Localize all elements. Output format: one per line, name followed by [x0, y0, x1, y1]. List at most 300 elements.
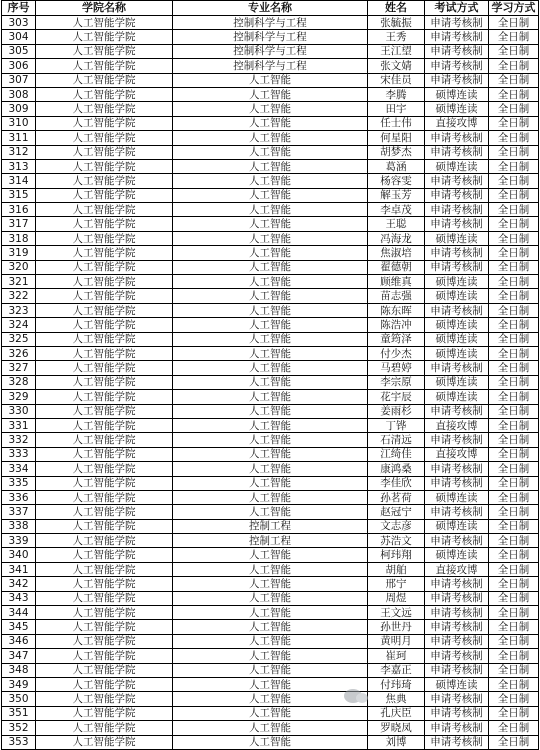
table-row: [2, 606, 539, 620]
study-mode-cell: 全日制: [489, 375, 539, 389]
study-mode-cell: 全日制: [489, 534, 539, 548]
student-name-cell: 孔庆臣: [368, 706, 425, 720]
serial-no-cell: 306: [2, 59, 36, 73]
school-name-cell: 人工智能学院: [36, 59, 173, 73]
major-name-cell: 人工智能: [173, 649, 368, 663]
exam-method-cell: 申请考核制: [425, 577, 489, 591]
school-name-cell: 人工智能学院: [36, 30, 173, 44]
study-mode-cell: 全日制: [489, 390, 539, 404]
serial-no-cell: 336: [2, 490, 36, 504]
study-mode-cell: 全日制: [489, 102, 539, 116]
table-row: [2, 102, 539, 116]
table-row: [2, 246, 539, 260]
study-mode-cell: 全日制: [489, 203, 539, 217]
major-name-cell: 控制科学与工程: [173, 30, 368, 44]
study-mode-cell: 全日制: [489, 361, 539, 375]
major-name-cell: 人工智能: [173, 217, 368, 231]
exam-method-cell: 申请考核制: [425, 145, 489, 159]
major-name-cell: 人工智能: [173, 174, 368, 188]
major-name-cell: 人工智能: [173, 692, 368, 706]
table-row: [2, 735, 539, 749]
school-name-cell: 人工智能学院: [36, 260, 173, 274]
school-name-cell: 人工智能学院: [36, 692, 173, 706]
major-name-cell: 人工智能: [173, 375, 368, 389]
table-row: [2, 73, 539, 87]
study-mode-cell: 全日制: [489, 677, 539, 691]
major-name-cell: 人工智能: [173, 490, 368, 504]
serial-no-cell: 351: [2, 706, 36, 720]
school-name-cell: 人工智能学院: [36, 620, 173, 634]
table-row: [2, 390, 539, 404]
school-name-cell: 人工智能学院: [36, 246, 173, 260]
exam-method-cell: 申请考核制: [425, 174, 489, 188]
exam-method-cell: 硕博连读: [425, 490, 489, 504]
exam-method-cell: 直接攻博: [425, 418, 489, 432]
student-name-cell: 王聪: [368, 217, 425, 231]
study-mode-cell: 全日制: [489, 188, 539, 202]
study-mode-cell: 全日制: [489, 433, 539, 447]
student-name-cell: 姜雨杉: [368, 404, 425, 418]
serial-no-cell: 322: [2, 289, 36, 303]
student-name-cell: 顾维真: [368, 275, 425, 289]
serial-no-cell: 305: [2, 44, 36, 58]
table-row: [2, 663, 539, 677]
study-mode-cell: 全日制: [489, 217, 539, 231]
table-row: [2, 462, 539, 476]
student-name-cell: 李嘉正: [368, 663, 425, 677]
table-row: [2, 289, 539, 303]
school-name-cell: 人工智能学院: [36, 375, 173, 389]
study-mode-cell: 全日制: [489, 174, 539, 188]
serial-no-cell: 350: [2, 692, 36, 706]
table-row: [2, 505, 539, 519]
study-mode-cell: 全日制: [489, 447, 539, 461]
school-name-cell: 人工智能学院: [36, 591, 173, 605]
serial-no-cell: 353: [2, 735, 36, 749]
serial-no-cell: 312: [2, 145, 36, 159]
study-mode-cell: 全日制: [489, 663, 539, 677]
serial-no-cell: 316: [2, 203, 36, 217]
serial-no-cell: 352: [2, 721, 36, 735]
school-name-cell: 人工智能学院: [36, 102, 173, 116]
student-name-cell: 翟德朝: [368, 260, 425, 274]
study-mode-cell: 全日制: [489, 116, 539, 130]
major-name-cell: 人工智能: [173, 433, 368, 447]
student-name-cell: 陈东晖: [368, 303, 425, 317]
major-name-cell: 人工智能: [173, 634, 368, 648]
student-name-cell: 李卓茂: [368, 203, 425, 217]
serial-no-cell: 304: [2, 30, 36, 44]
serial-no-cell: 318: [2, 231, 36, 245]
serial-no-cell: 331: [2, 418, 36, 432]
table-row: [2, 548, 539, 562]
school-name-cell: 人工智能学院: [36, 231, 173, 245]
school-name-cell: 人工智能学院: [36, 649, 173, 663]
major-name-cell: 人工智能: [173, 145, 368, 159]
study-mode-cell: 全日制: [489, 332, 539, 346]
table-row: [2, 649, 539, 663]
major-name-cell: 人工智能: [173, 677, 368, 691]
school-name-cell: 人工智能学院: [36, 447, 173, 461]
student-name-cell: 周煜: [368, 591, 425, 605]
student-name-cell: 田宇: [368, 102, 425, 116]
table-row: [2, 131, 539, 145]
serial-no-cell: 338: [2, 519, 36, 533]
serial-no-cell: 349: [2, 677, 36, 691]
exam-method-cell: 硕博连读: [425, 346, 489, 360]
exam-method-cell: 申请考核制: [425, 73, 489, 87]
major-name-cell: 人工智能: [173, 318, 368, 332]
table-row: [2, 174, 539, 188]
serial-no-cell: 346: [2, 634, 36, 648]
serial-no-cell: 335: [2, 476, 36, 490]
exam-method-cell: 申请考核制: [425, 462, 489, 476]
study-mode-cell: 全日制: [489, 289, 539, 303]
school-name-cell: 人工智能学院: [36, 16, 173, 30]
exam-method-cell: 申请考核制: [425, 706, 489, 720]
student-name-cell: 孙世丹: [368, 620, 425, 634]
school-name-cell: 人工智能学院: [36, 519, 173, 533]
major-name-cell: 控制科学与工程: [173, 44, 368, 58]
exam-method-cell: 申请考核制: [425, 260, 489, 274]
table-row: [2, 677, 539, 691]
table-row: [2, 721, 539, 735]
exam-method-cell: 硕博连读: [425, 375, 489, 389]
school-name-cell: 人工智能学院: [36, 390, 173, 404]
student-name-cell: 康鸿桑: [368, 462, 425, 476]
study-mode-cell: 全日制: [489, 231, 539, 245]
table-row: [2, 519, 539, 533]
exam-method-cell: 硕博连读: [425, 102, 489, 116]
student-name-cell: 马碧婷: [368, 361, 425, 375]
serial-no-cell: 333: [2, 447, 36, 461]
major-name-cell: 人工智能: [173, 663, 368, 677]
student-name-cell: 柯玮翔: [368, 548, 425, 562]
table-row: [2, 706, 539, 720]
school-name-cell: 人工智能学院: [36, 663, 173, 677]
school-name-cell: 人工智能学院: [36, 562, 173, 576]
table-row: [2, 231, 539, 245]
major-name-cell: 人工智能: [173, 620, 368, 634]
table-row: [2, 692, 539, 706]
student-name-cell: 罗晓凤: [368, 721, 425, 735]
study-mode-cell: 全日制: [489, 44, 539, 58]
table-row: [2, 87, 539, 101]
student-name-cell: 焦淑培: [368, 246, 425, 260]
school-name-cell: 人工智能学院: [36, 361, 173, 375]
study-mode-cell: 全日制: [489, 318, 539, 332]
major-name-cell: 人工智能: [173, 332, 368, 346]
student-name-cell: 解玉芳: [368, 188, 425, 202]
serial-no-cell: 323: [2, 303, 36, 317]
school-name-cell: 人工智能学院: [36, 174, 173, 188]
serial-no-cell: 334: [2, 462, 36, 476]
school-name-cell: 人工智能学院: [36, 433, 173, 447]
serial-no-cell: 343: [2, 591, 36, 605]
student-name-cell: 苗志强: [368, 289, 425, 303]
serial-no-cell: 320: [2, 260, 36, 274]
school-name-cell: 人工智能学院: [36, 462, 173, 476]
exam-method-cell: 申请考核制: [425, 735, 489, 749]
table-row: [2, 16, 539, 30]
study-mode-cell: 全日制: [489, 145, 539, 159]
study-mode-cell: 全日制: [489, 735, 539, 749]
student-name-cell: 陈浩冲: [368, 318, 425, 332]
exam-method-cell: 申请考核制: [425, 606, 489, 620]
major-name-cell: 人工智能: [173, 188, 368, 202]
study-mode-cell: 全日制: [489, 73, 539, 87]
school-name-cell: 人工智能学院: [36, 548, 173, 562]
school-name-cell: 人工智能学院: [36, 476, 173, 490]
exam-method-cell: 申请考核制: [425, 620, 489, 634]
serial-no-cell: 339: [2, 534, 36, 548]
school-name-cell: 人工智能学院: [36, 505, 173, 519]
school-name-cell: 人工智能学院: [36, 303, 173, 317]
major-name-cell: 人工智能: [173, 562, 368, 576]
table-row: [2, 44, 539, 58]
exam-method-cell: 申请考核制: [425, 591, 489, 605]
exam-method-cell: 申请考核制: [425, 634, 489, 648]
school-name-cell: 人工智能学院: [36, 159, 173, 173]
table-row: [2, 634, 539, 648]
table-row: [2, 476, 539, 490]
school-name-cell: 人工智能学院: [36, 677, 173, 691]
table-row: [2, 591, 539, 605]
serial-no-cell: 309: [2, 102, 36, 116]
study-mode-cell: 全日制: [489, 159, 539, 173]
student-name-cell: 杨容雯: [368, 174, 425, 188]
exam-method-cell: 申请考核制: [425, 188, 489, 202]
school-name-cell: 人工智能学院: [36, 490, 173, 504]
table-row: [2, 30, 539, 44]
school-name-cell: 人工智能学院: [36, 87, 173, 101]
table-row: [2, 260, 539, 274]
serial-no-cell: 344: [2, 606, 36, 620]
major-name-cell: 人工智能: [173, 462, 368, 476]
study-mode-cell: 全日制: [489, 16, 539, 30]
school-name-cell: 人工智能学院: [36, 721, 173, 735]
exam-method-cell: 硕博连读: [425, 275, 489, 289]
major-name-cell: 人工智能: [173, 159, 368, 173]
major-name-cell: 人工智能: [173, 260, 368, 274]
school-name-cell: 人工智能学院: [36, 577, 173, 591]
header-school-name: 学院名称: [36, 1, 173, 16]
exam-method-cell: 直接攻博: [425, 562, 489, 576]
serial-no-cell: 326: [2, 346, 36, 360]
exam-method-cell: 硕博连读: [425, 289, 489, 303]
major-name-cell: 人工智能: [173, 390, 368, 404]
serial-no-cell: 303: [2, 16, 36, 30]
exam-method-cell: 硕博连读: [425, 677, 489, 691]
study-mode-cell: 全日制: [489, 692, 539, 706]
header-serial-no: 序号: [2, 1, 36, 16]
major-name-cell: 人工智能: [173, 303, 368, 317]
serial-no-cell: 307: [2, 73, 36, 87]
table-row: [2, 490, 539, 504]
school-name-cell: 人工智能学院: [36, 275, 173, 289]
study-mode-cell: 全日制: [489, 634, 539, 648]
major-name-cell: 人工智能: [173, 404, 368, 418]
table-row: [2, 303, 539, 317]
exam-method-cell: 直接攻博: [425, 116, 489, 130]
student-name-cell: 胡舶: [368, 562, 425, 576]
student-name-cell: 丁铧: [368, 418, 425, 432]
serial-no-cell: 321: [2, 275, 36, 289]
header-exam-method: 考试方式: [425, 1, 489, 16]
table-row: [2, 577, 539, 591]
major-name-cell: 控制科学与工程: [173, 16, 368, 30]
study-mode-cell: 全日制: [489, 476, 539, 490]
major-name-cell: 人工智能: [173, 505, 368, 519]
student-name-cell: 崔珂: [368, 649, 425, 663]
major-name-cell: 人工智能: [173, 275, 368, 289]
major-name-cell: 人工智能: [173, 706, 368, 720]
table-row: [2, 203, 539, 217]
exam-method-cell: 申请考核制: [425, 534, 489, 548]
student-name-cell: 李佳欣: [368, 476, 425, 490]
school-name-cell: 人工智能学院: [36, 73, 173, 87]
table-row: [2, 418, 539, 432]
exam-method-cell: 申请考核制: [425, 303, 489, 317]
major-name-cell: 人工智能: [173, 246, 368, 260]
student-name-cell: 苏浩文: [368, 534, 425, 548]
school-name-cell: 人工智能学院: [36, 404, 173, 418]
student-name-cell: 任士伟: [368, 116, 425, 130]
serial-no-cell: 347: [2, 649, 36, 663]
exam-method-cell: 申请考核制: [425, 505, 489, 519]
exam-method-cell: 申请考核制: [425, 361, 489, 375]
student-name-cell: 刘博: [368, 735, 425, 749]
serial-no-cell: 315: [2, 188, 36, 202]
major-name-cell: 人工智能: [173, 346, 368, 360]
table-row: [2, 188, 539, 202]
table-row: [2, 116, 539, 130]
table-row: [2, 433, 539, 447]
major-name-cell: 控制科学与工程: [173, 59, 368, 73]
header-student-name: 姓名: [368, 1, 425, 16]
serial-no-cell: 340: [2, 548, 36, 562]
exam-method-cell: 申请考核制: [425, 692, 489, 706]
study-mode-cell: 全日制: [489, 519, 539, 533]
study-mode-cell: 全日制: [489, 649, 539, 663]
serial-no-cell: 311: [2, 131, 36, 145]
exam-method-cell: 申请考核制: [425, 217, 489, 231]
exam-method-cell: 硕博连读: [425, 548, 489, 562]
study-mode-cell: 全日制: [489, 505, 539, 519]
study-mode-cell: 全日制: [489, 59, 539, 73]
major-name-cell: 人工智能: [173, 418, 368, 432]
school-name-cell: 人工智能学院: [36, 44, 173, 58]
header-major-name: 专业名称: [173, 1, 368, 16]
study-mode-cell: 全日制: [489, 562, 539, 576]
exam-method-cell: 申请考核制: [425, 30, 489, 44]
school-name-cell: 人工智能学院: [36, 606, 173, 620]
table-row: [2, 275, 539, 289]
school-name-cell: 人工智能学院: [36, 318, 173, 332]
exam-method-cell: 硕博连读: [425, 318, 489, 332]
study-mode-cell: 全日制: [489, 30, 539, 44]
study-mode-cell: 全日制: [489, 275, 539, 289]
school-name-cell: 人工智能学院: [36, 634, 173, 648]
table-row: [2, 534, 539, 548]
serial-no-cell: 328: [2, 375, 36, 389]
student-name-cell: 石清远: [368, 433, 425, 447]
exam-method-cell: 申请考核制: [425, 433, 489, 447]
student-name-cell: 宋佳员: [368, 73, 425, 87]
exam-method-cell: 硕博连读: [425, 159, 489, 173]
study-mode-cell: 全日制: [489, 577, 539, 591]
table-row: [2, 375, 539, 389]
school-name-cell: 人工智能学院: [36, 534, 173, 548]
exam-method-cell: 硕博连读: [425, 519, 489, 533]
major-name-cell: 人工智能: [173, 606, 368, 620]
student-name-cell: 赵冠宁: [368, 505, 425, 519]
major-name-cell: 人工智能: [173, 577, 368, 591]
serial-no-cell: 337: [2, 505, 36, 519]
major-name-cell: 人工智能: [173, 203, 368, 217]
serial-no-cell: 308: [2, 87, 36, 101]
exam-method-cell: 硕博连读: [425, 231, 489, 245]
school-name-cell: 人工智能学院: [36, 418, 173, 432]
header-study-mode: 学习方式: [489, 1, 539, 16]
exam-method-cell: 申请考核制: [425, 44, 489, 58]
major-name-cell: 人工智能: [173, 735, 368, 749]
study-mode-cell: 全日制: [489, 706, 539, 720]
major-name-cell: 人工智能: [173, 87, 368, 101]
serial-no-cell: 324: [2, 318, 36, 332]
major-name-cell: 控制工程: [173, 534, 368, 548]
student-name-cell: 江绮佳: [368, 447, 425, 461]
major-name-cell: 人工智能: [173, 591, 368, 605]
school-name-cell: 人工智能学院: [36, 217, 173, 231]
study-mode-cell: 全日制: [489, 548, 539, 562]
student-name-cell: 张毓振: [368, 16, 425, 30]
serial-no-cell: 345: [2, 620, 36, 634]
school-name-cell: 人工智能学院: [36, 289, 173, 303]
major-name-cell: 人工智能: [173, 721, 368, 735]
student-name-cell: 李腾: [368, 87, 425, 101]
table-row: [2, 447, 539, 461]
student-name-cell: 邢宁: [368, 577, 425, 591]
study-mode-cell: 全日制: [489, 246, 539, 260]
exam-method-cell: 申请考核制: [425, 16, 489, 30]
serial-no-cell: 319: [2, 246, 36, 260]
major-name-cell: 人工智能: [173, 116, 368, 130]
exam-method-cell: 直接攻博: [425, 447, 489, 461]
school-name-cell: 人工智能学院: [36, 131, 173, 145]
study-mode-cell: 全日制: [489, 490, 539, 504]
study-mode-cell: 全日制: [489, 462, 539, 476]
exam-method-cell: 申请考核制: [425, 663, 489, 677]
major-name-cell: 人工智能: [173, 447, 368, 461]
table-row: [2, 562, 539, 576]
serial-no-cell: 314: [2, 174, 36, 188]
table-row: [2, 346, 539, 360]
serial-no-cell: 348: [2, 663, 36, 677]
major-name-cell: 人工智能: [173, 361, 368, 375]
exam-method-cell: 硕博连读: [425, 332, 489, 346]
study-mode-cell: 全日制: [489, 303, 539, 317]
school-name-cell: 人工智能学院: [36, 706, 173, 720]
study-mode-cell: 全日制: [489, 131, 539, 145]
major-name-cell: 控制工程: [173, 519, 368, 533]
serial-no-cell: 317: [2, 217, 36, 231]
serial-no-cell: 310: [2, 116, 36, 130]
study-mode-cell: 全日制: [489, 620, 539, 634]
table-row: [2, 361, 539, 375]
table-row: [2, 620, 539, 634]
student-name-cell: 付玮琦: [368, 677, 425, 691]
